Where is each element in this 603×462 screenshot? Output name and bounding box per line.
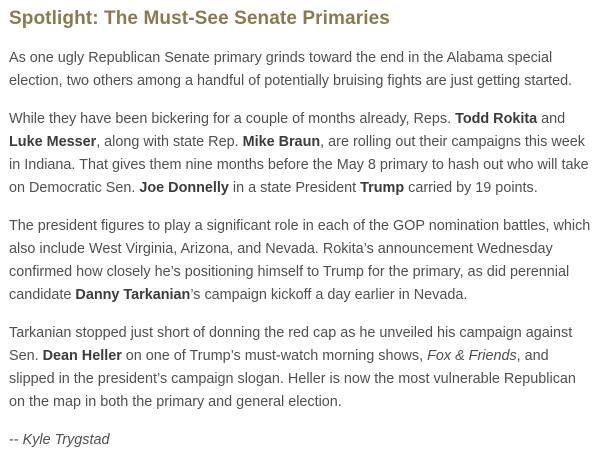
paragraph-text: on one of Trump’s must-watch morning shows, (121, 348, 428, 364)
paragraph-text: in a state President (228, 180, 361, 196)
article-paragraph (9, 108, 593, 200)
bold-name: Luke Messer (9, 134, 97, 150)
byline (9, 429, 593, 452)
article-paragraph (9, 47, 593, 93)
paragraph-text: , are rolling out their campaigns this week in Indiana. That gives them nine months before the May 8 primary to hash out who will take on Democratic Sen. (9, 134, 589, 196)
bold-name: Todd Rokita (455, 111, 538, 127)
byline-prefix: -- (9, 432, 23, 448)
paragraph-text: , and slipped in the president’s campaign slogan. Heller is now the most vulnerable Republican on the map in both the primary and general election. (9, 348, 576, 410)
bold-name: Danny Tarkanian (75, 287, 191, 303)
paragraph-text: and (537, 111, 566, 127)
paragraph-text: The president figures to play a significant role in each of the GOP nomination battles, which also include West Virginia, Arizona, and Nevada. Rokita’s announcement Wednesday confirmed how closely he’s positioning himself to Trump for the primary, as did perennial candidate (9, 218, 591, 303)
article-headline: Spotlight: The Must-See Senate Primaries (9, 8, 390, 29)
bold-name: Dean Heller (42, 348, 122, 364)
paragraph-text: As one ugly Republican Senate primary grinds toward the end in the Alabama special election, two others among a handful of potentially bruising fights are just getting started. (9, 50, 573, 89)
paragraph-text: , along with state Rep. (96, 134, 243, 150)
article-paragraph (9, 322, 593, 414)
italic-title: Fox & Friends (427, 348, 517, 364)
byline-author: Kyle Trygstad (22, 432, 110, 448)
bold-name: Mike Braun (242, 134, 321, 150)
bold-name: Joe Donnelly (139, 180, 229, 196)
paragraph-text: While they have been bickering for a couple of months already, Reps. (9, 111, 456, 127)
paragraph-text: carried by 19 points. (404, 180, 538, 196)
article-paragraph (9, 215, 593, 307)
bold-name: Trump (360, 180, 405, 196)
paragraph-text: Tarkanian stopped just short of donning the red cap as he unveiled his campaign against Sen. (9, 325, 573, 364)
paragraph-text: ’s campaign kickoff a day earlier in Nevada. (190, 287, 468, 303)
